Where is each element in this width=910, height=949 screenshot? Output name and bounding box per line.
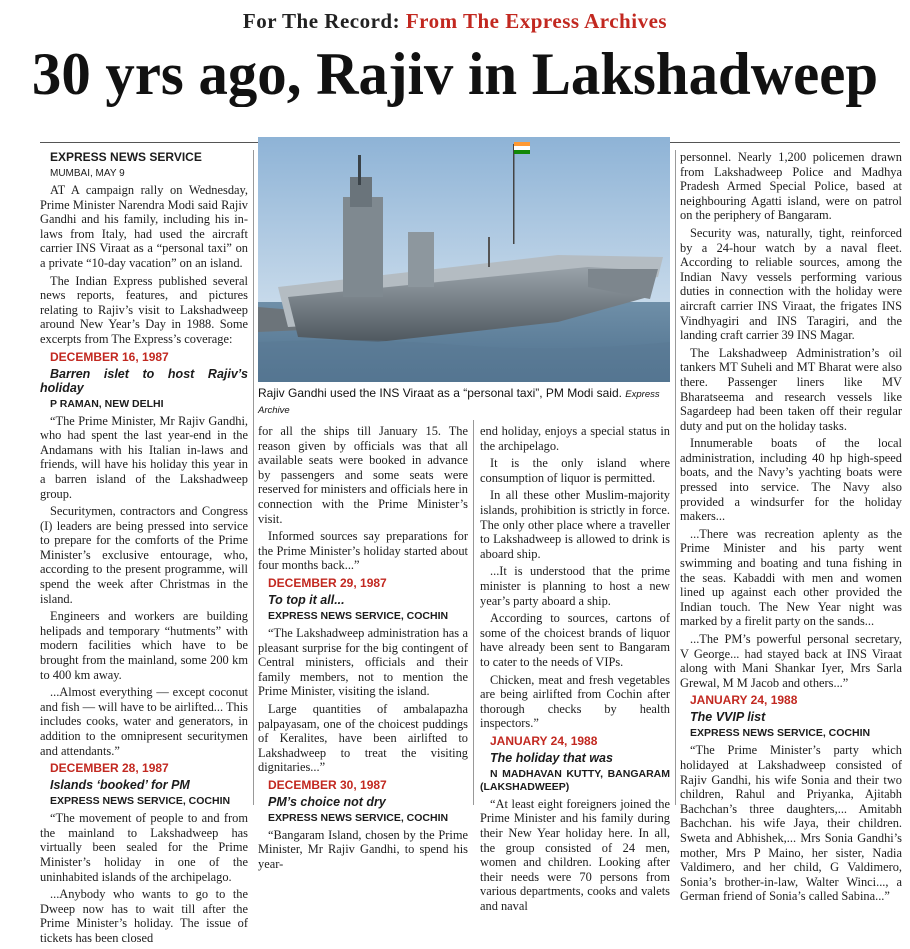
article-paragraph: “The Prime Minister’s party which holidayed at Lakshadweep consisted of Rajiv Gandhi, his wife Sonia and their two children, Rahul and Priyanka, Ajitabh Bachchan’s three daughters,... Amitabh Bachchan. his wife Jaya, their children. Sweta and Abhishek,... Mrs Sonia Gandhi’s mother, Mrs P Maino, her sister, Nadia Valdimero, and her child, G Valdimero, Sonia’s brother-in-law, Walter Winci..., a German friend of Sonia’s called Sabina...” [680, 743, 902, 904]
article-paragraph: “Bangaram Island, chosen by the Prime Minister, Mr Rajiv Gandhi, to spend his year- [258, 827, 468, 872]
article-paragraph: Chicken, meat and fresh vegetables are being airlifted from Cochin after thorough checks by health inspectors.” [480, 672, 670, 731]
section-byline: EXPRESS NEWS SERVICE, COCHIN [268, 609, 449, 622]
article-paragraph: Engineers and workers are building helipads and temporary “hutments” with modern facilities which have to be brought from the mainland, some 200 km to 400 km away. [40, 609, 248, 682]
article-paragraph: “The Prime Minister, Mr Rajiv Gandhi, who had spent the last year-end in the Andamans with his Italian in-laws and friends, will have his holiday this year in a barren island of the Lakshadweep group. [40, 413, 248, 501]
section-byline: EXPRESS NEWS SERVICE, COCHIN [690, 727, 871, 740]
article-paragraph: ...There was recreation aplenty as the Prime Minister and his party went swimming and boating and tuna fishing in the seas. Kabaddi with men and women lined up against each other provided the Indian touch. The New Year night was marked by a firelit party on the sands... [680, 526, 902, 629]
article-paragraph: for all the ships till January 15. The reason given by officials was that all available seats were booked in advance by passengers and some seats were reserved for ministers and officials here in connection with the Prime Minister’s visit. [258, 424, 468, 526]
article-paragraph: Innumerable boats of the local administration, including 40 hp high-speed boats, and the Navy’s yachting boats were pressed into service. The Navy also provided a windsurfer for the holiday makers... [680, 436, 902, 524]
column-divider [675, 150, 676, 805]
section-kicker [0, 9, 910, 33]
section-title: The holiday that was [490, 750, 613, 765]
article-paragraph: It is the only island where consumption of liquor is permitted. [480, 456, 670, 485]
section-date: DECEMBER 30, 1987 [268, 777, 387, 792]
section-date: JANUARY 24, 1988 [690, 693, 798, 708]
section-title: PM’s choice not dry [268, 794, 386, 809]
section-date: DECEMBER 16, 1987 [50, 349, 169, 364]
section-date: JANUARY 24, 1988 [490, 733, 598, 748]
page-title: 30 yrs ago, Rajiv in Lakshadweep [31, 41, 879, 107]
article-paragraph: personnel. Nearly 1,200 policemen drawn from Lakshadweep Police and Madhya Pradesh Armed Special Police, based at neighbouring Agatti island, were on patrol on the periphery of Bangaram. [680, 150, 902, 223]
section-byline: EXPRESS NEWS SERVICE, COCHIN [50, 795, 231, 808]
column-2 [258, 424, 468, 875]
article-paragraph: ...Almost everything — except coconut and fish — will have to be airlifted... This includes cooks, water and generators, in addition to the omnipresent securitymen and attendants.” [40, 685, 248, 758]
article-paragraph: end holiday, enjoys a special status in the archipelago. [480, 424, 670, 453]
section-date: DECEMBER 28, 1987 [50, 761, 169, 776]
column-4 [680, 150, 902, 907]
article-paragraph: ...Anybody who wants to go to the Dweep now has to wait till after the Prime Minister’s holiday. The issue of tickets has been closed [40, 887, 248, 945]
section-byline: P RAMAN, NEW DELHI [50, 397, 164, 410]
section-byline: N MADHAVAN KUTTY, BANGARAM (LAKSHADWEEP) [480, 767, 670, 793]
article-paragraph: According to sources, cartons of some of the choicest brands of liquor have already been sent to Bangaram to cater to the needs of VIPs. [480, 611, 670, 669]
column-divider [473, 420, 474, 805]
intro-byline: EXPRESS NEWS SERVICE [50, 150, 202, 164]
article-paragraph: Informed sources say preparations for the Prime Minister’s holiday started about four months back...” [258, 529, 468, 573]
article-paragraph: “The Lakshadweep administration has a pleasant surprise for the big contingent of Central ministers, officials and their family members, not to mention the Prime Minister, visiting the island. [258, 625, 468, 699]
intro-paragraph: The Indian Express published several news reports, features, and pictures relating to Rajiv’s visit to Lakshadweep around New Year’s Day in 1988. Some excerpts from The Express’s coverage: [40, 273, 248, 346]
article-paragraph: Security was, naturally, tight, reinforced by a 24-hour watch by a naval fleet. According to reliable sources, among the Indian Navy vessels performing various duties in connection with the holiday were aircraft carrier INS Viraat, the frigates INS Vindhyagiri and INS Taragiri, and the landing craft carrier 39 INS Magar. [680, 225, 902, 343]
section-byline: EXPRESS NEWS SERVICE, COCHIN [268, 811, 449, 824]
column-3 [480, 424, 670, 917]
article-paragraph: Large quantities of ambalapazha palpayasam, one of the choicest puddings of Keralites, have been airlifted to Lakshadweep to treat the visiting dignitaries...” [258, 701, 468, 775]
section-title: The VVIP list [690, 710, 766, 725]
article-paragraph: “At least eight foreigners joined the Prime Minister and his family during their New Year holiday here. In all, the group consisted of 24 men, women and children. Looking after their needs were 70 persons from various departments, cooks and valets and naval [480, 796, 670, 914]
section-title: To top it all... [268, 592, 345, 607]
photo-caption [258, 386, 670, 418]
ship-photo [258, 137, 670, 382]
article-paragraph: Securitymen, contractors and Congress (I) leaders are being pressed into service to prepare for the comforts of the Prime Minister’s exclusive entourage, who, according to the present programme, will spend the week after Christmas in the island. [40, 504, 248, 606]
section-title: Islands ‘booked’ for PM [50, 778, 190, 793]
caption-text: Rajiv Gandhi used the INS Viraat as a “personal taxi”, PM Modi said. [258, 386, 622, 400]
article-paragraph: ...The PM’s powerful personal secretary, V George... had stayed back at INS Viraat along with Mani Shankar Iyer, Mrs Sarla Grewal, M M Jacob and others...” [680, 632, 902, 690]
kicker-label: For The Record: [242, 9, 401, 33]
column-1 [40, 150, 248, 949]
photo-credit: Express Archive [258, 389, 660, 416]
article-paragraph: ...It is understood that the prime minister is planning to host a new year’s party aboard a ship. [480, 564, 670, 608]
aircraft-carrier-image [258, 137, 670, 382]
section-title: Barren islet to host Rajiv’s holiday [40, 366, 248, 395]
kicker-series: From The Express Archives [405, 9, 668, 33]
intro-dateline: MUMBAI, MAY 9 [50, 168, 125, 179]
article-paragraph: “The movement of people to and from the mainland to Lakshadweep has virtually been sealed for the Prime Minister’s holiday in one of the uninhabited islands of the archipelago. [40, 811, 248, 884]
article-paragraph: In all these other Muslim-majority islands, prohibition is strictly in force. The only other place where a traveller to Lakshadweep is allowed to drink is aboard ship. [480, 488, 670, 561]
column-divider [253, 150, 254, 805]
article-paragraph: The Lakshadweep Administration’s oil tankers MT Suheli and MT Bharat were also there. Passenger liners like MV Bharatseema and research vessels like Sagardeep had been taken off their regular duty and put on the holiday tasks. [680, 345, 902, 433]
section-date: DECEMBER 29, 1987 [268, 575, 387, 590]
intro-paragraph: AT A campaign rally on Wednesday, Prime Minister Narendra Modi said Rajiv Gandhi and his family, including his in-laws from Italy, had used the aircraft carrier INS Viraat as a “personal taxi” on a private “10-day vacation” on an island. [40, 183, 248, 270]
